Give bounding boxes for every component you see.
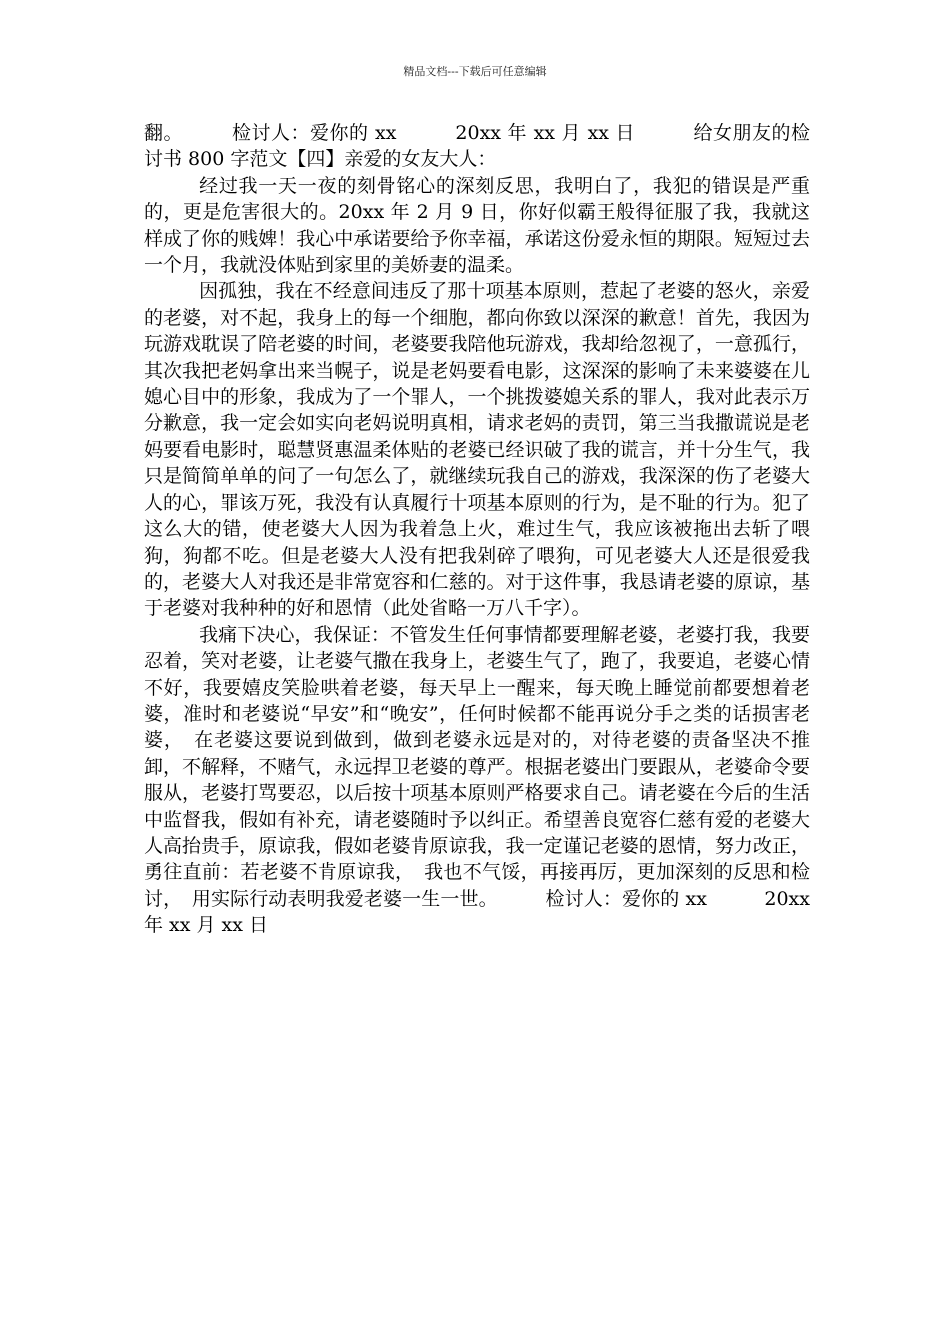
document-body [144, 120, 810, 939]
paragraph-apology: 因孤独，我在不经意间违反了那十项基本原则，惹起了老婆的怒火，亲爱的老婆，对不起，我身上的每一个细胞，都向你致以深深的歉意！首先，我因为玩游戏耽误了陪老婆的时间，老婆要我陪他玩游戏，我却给忽视了，一意孤行，其次我把老妈拿出来当幌子，说是老妈要看电影，这深深的影响了未来婆婆在儿媳心目中的形象，我成为了一个罪人，一个挑拨婆媳关系的罪人，我对此表示万分歉意，我一定会如实向老妈说明真相，请求老妈的责罚，第三当我撒谎说是老妈要看电影时，聪慧贤惠温柔体贴的老婆已经识破了我的谎言，并十分生气，我只是简简单单的问了一句怎么了，就继续玩我自己的游戏，我深深的伤了老婆大人的心，罪该万死，我没有认真履行十项基本原则的行为，是不耻的行为。犯了这么大的错，使老婆大人因为我着急上火，难过生气，我应该被拖出去斩了喂狗，狗都不吃。但是老婆大人没有把我剁碎了喂狗，可见老婆大人还是很爱我的，老婆大人对我还是非常宽容和仁慈的。对于这件事，我恳请老婆的原谅，基于老婆对我种种的好和恩情（此处省略一万八千字）。 [144, 280, 810, 620]
paragraph-promise: 我痛下决心，我保证：不管发生任何事情都要理解老婆，老婆打我，我要忍着，笑对老婆，让老婆气撒在我身上，老婆生气了，跑了，我要追，老婆心情不好，我要嬉皮笑脸哄着老婆，每天早上一醒来，每天晚上睡觉前都要想着老婆，准时和老婆说“早安”和“晚安”，任何时候都不能再说分手之类的话损害老婆， 在老婆这要说到做到，做到老婆永远是对的，对待老婆的责备坚决不推卸，不解释，不赌气，永远捍卫老婆的尊严。根据老婆出门要跟从，老婆命令要服从，老婆打骂要忍，以后按十项基本原则严格要求自己。请老婆在今后的生活中监督我，假如有补充，请老婆随时予以纠正。希望善良宽容仁慈有爱的老婆大人高抬贵手，原谅我，假如老婆肯原谅我，我一定谨记老婆的恩情，努力改正，勇往直前：若老婆不肯原谅我， 我也不气馁，再接再厉，更加深刻的反思和检讨， 用实际行动表明我爱老婆一生一世。 检讨人：爱你的 xx 20xx 年 xx 月 xx 日 [144, 623, 810, 937]
paragraph-signoff-and-title: 翻。 检讨人：爱你的 xx 20xx 年 xx 月 xx 日 给女朋友的检讨书 800 字范文【四】亲爱的女友大人： [144, 122, 810, 171]
paragraph-reflection: 经过我一天一夜的刻骨铭心的深刻反思，我明白了，我犯的错误是严重的，更是危害很大的。20xx 年 2 月 9 日，你好似霸王般得征服了我，我就这样成了你的贱婢！我心中承诺要给予你幸福，承诺这份爱永恒的期限。短短过去一个月，我就没体贴到家里的美娇妻的温柔。 [144, 174, 810, 277]
page-header: 精品文档---下载后可任意编辑 [403, 65, 547, 78]
